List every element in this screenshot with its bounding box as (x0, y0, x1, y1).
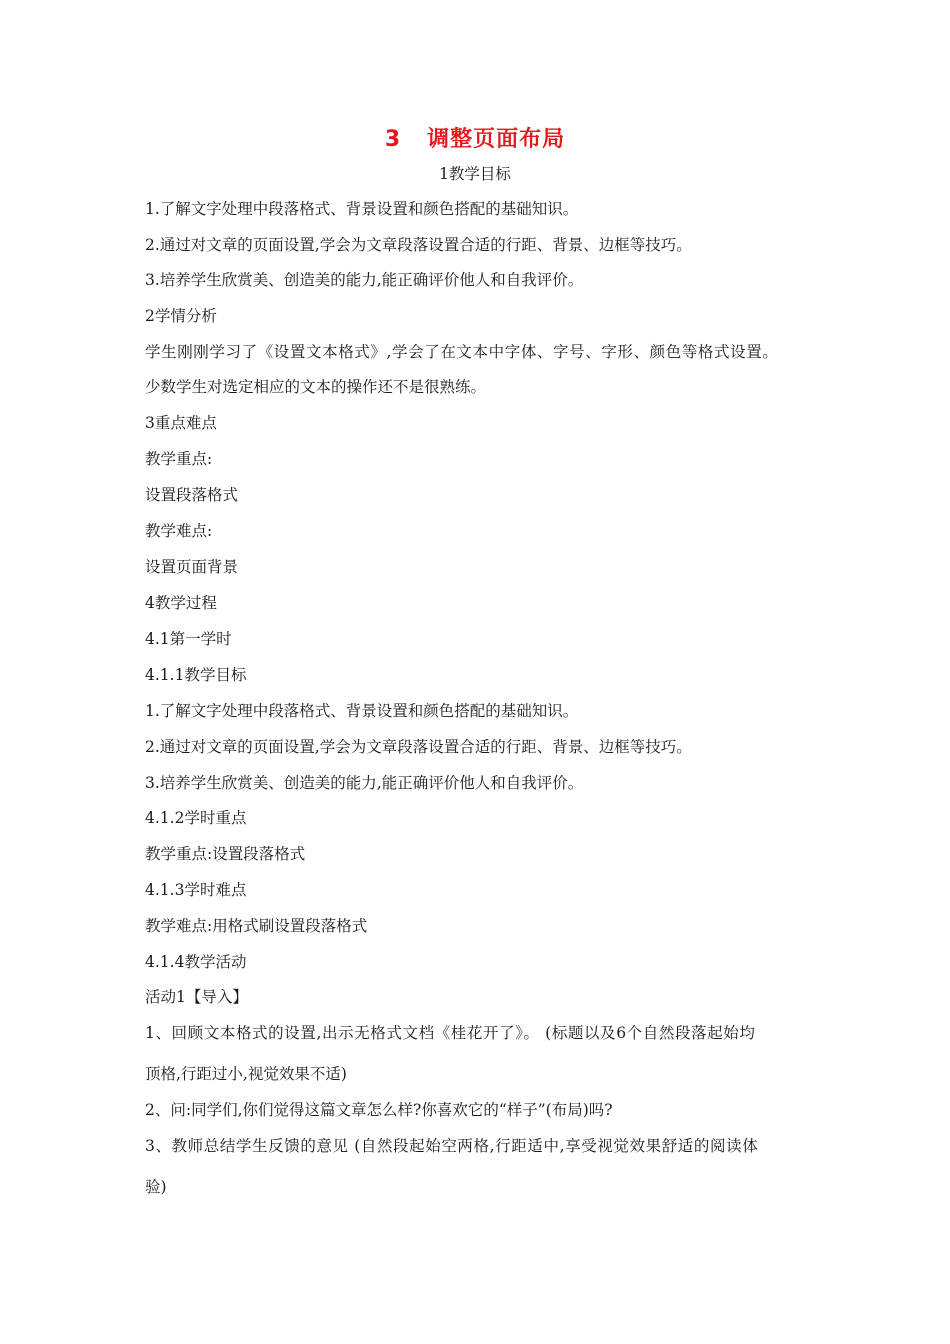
subsection-heading: 4.1.3学时难点 (145, 881, 247, 899)
paragraph-line: 2、问:同学们,你们觉得这篇文章怎么样?你喜欢它的“样子”(布局)吗? (145, 1101, 613, 1119)
subsection-heading: 4.1.1教学目标 (145, 666, 247, 684)
section-heading-teaching-process: 4教学过程 (145, 594, 217, 612)
activity-heading: 活动1【导入】 (145, 988, 248, 1006)
paragraph-line: 学生刚刚学习了《设置文本格式》,学会了在文本中字体、字号、字形、颜色等格式设置。 (145, 343, 779, 361)
paragraph-line: 2.通过对文章的页面设置,学会为文章段落设置合适的行距、背景、边框等技巧。 (145, 738, 692, 756)
subsection-heading: 4.1.2学时重点 (145, 809, 247, 827)
paragraph-line: 3.培养学生欣赏美、创造美的能力,能正确评价他人和自我评价。 (145, 271, 584, 289)
paragraph-line: 设置页面背景 (145, 558, 239, 576)
document-title: 3 调整页面布局 (384, 127, 566, 152)
paragraph-line: 1.了解文字处理中段落格式、背景设置和颜色搭配的基础知识。 (145, 702, 579, 720)
subsection-heading: 4.1第一学时 (145, 630, 232, 648)
section-heading-teaching-goals: 1教学目标 (439, 165, 511, 183)
paragraph-line: 少数学生对选定相应的文本的操作还不是很熟练。 (145, 378, 487, 396)
paragraph-line: 教学重点:设置段落格式 (145, 845, 306, 863)
paragraph-line: 教学难点:用格式刷设置段落格式 (145, 917, 368, 935)
paragraph-line: 2.通过对文章的页面设置,学会为文章段落设置合适的行距、背景、边框等技巧。 (145, 236, 692, 254)
section-heading-key-points: 3重点难点 (145, 414, 217, 432)
paragraph-line: 1、回顾文本格式的设置,出示无格式文档《桂花开了》。 (标题以及6个自然段落起始均 (145, 1024, 756, 1042)
subsection-heading: 4.1.4教学活动 (145, 953, 247, 971)
paragraph-line: 3.培养学生欣赏美、创造美的能力,能正确评价他人和自我评价。 (145, 774, 584, 792)
paragraph-line: 3、教师总结学生反馈的意见 (自然段起始空两格,行距适中,享受视觉效果舒适的阅读体 (145, 1137, 759, 1155)
paragraph-line: 教学重点: (145, 450, 213, 468)
paragraph-line: 教学难点: (145, 522, 213, 540)
paragraph-line: 设置段落格式 (145, 486, 239, 504)
paragraph-line: 验) (145, 1178, 167, 1196)
section-heading-learner-analysis: 2学情分析 (145, 307, 217, 325)
paragraph-line: 顶格,行距过小,视觉效果不适) (145, 1065, 347, 1083)
paragraph-line: 1.了解文字处理中段落格式、背景设置和颜色搭配的基础知识。 (145, 200, 579, 218)
